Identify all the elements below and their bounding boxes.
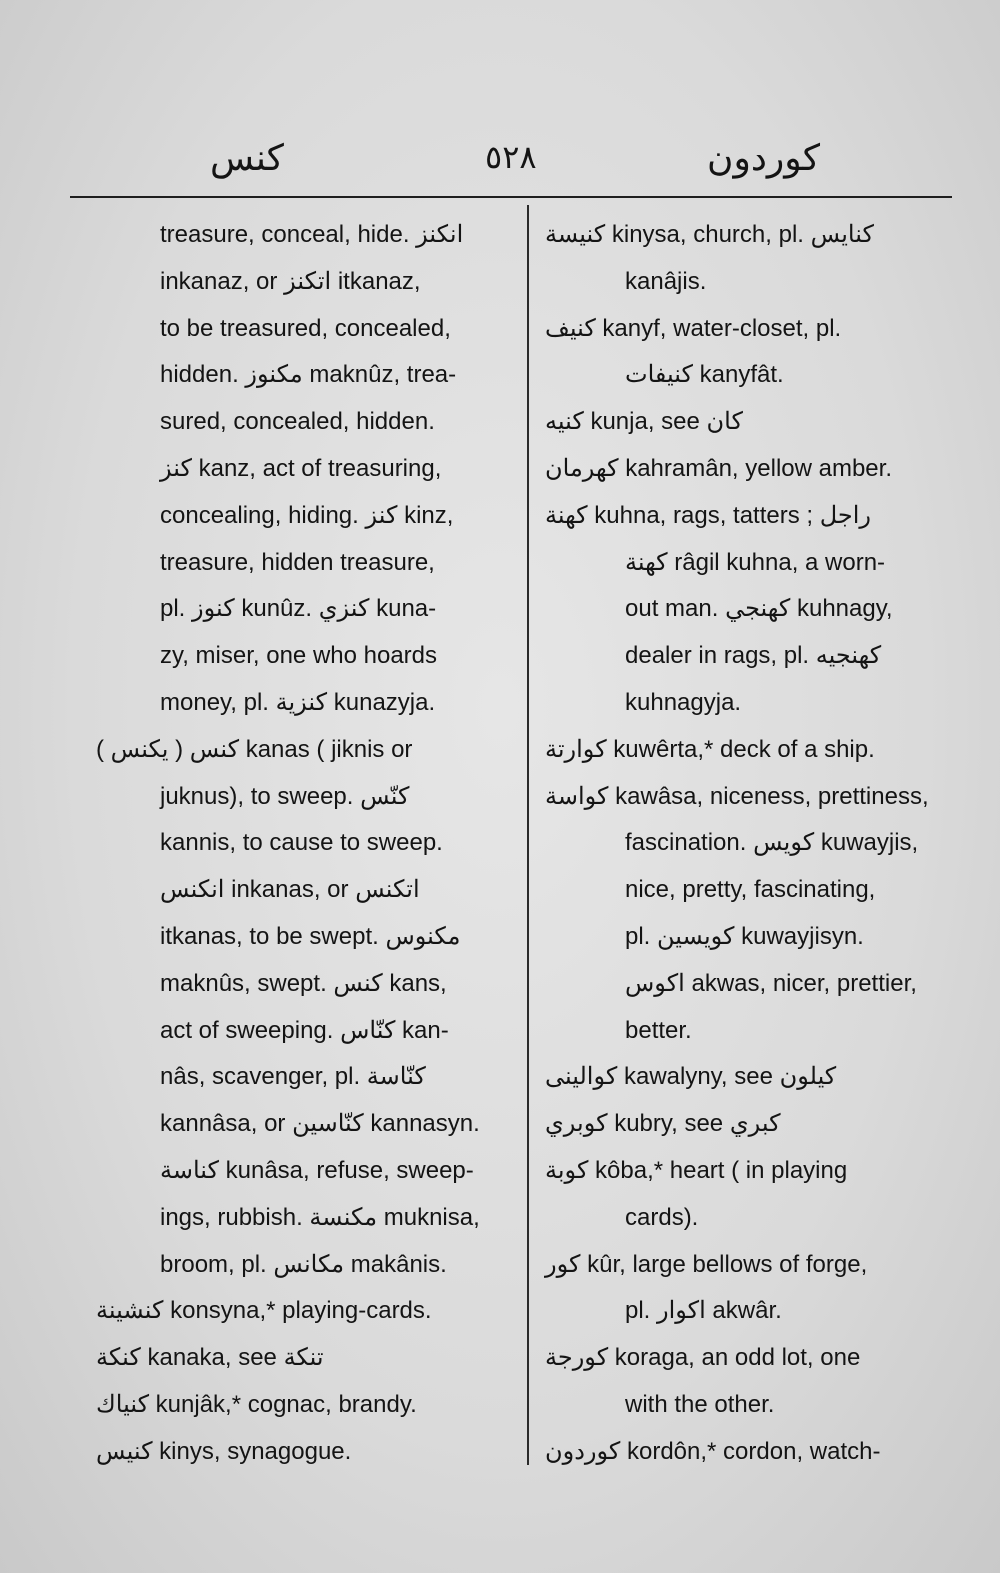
entry-line: كور kûr, large bellows of forge, — [545, 1250, 868, 1278]
text-line: كناسة kunâsa, refuse, sweep- — [160, 1156, 474, 1184]
text-line: cards). — [625, 1203, 699, 1231]
text-line: broom, pl. مكانس makânis. — [160, 1250, 447, 1278]
text-line: money, pl. كنزية kunazyja. — [160, 688, 436, 716]
text-line: انكنس inkanas, or اتكنس — [160, 876, 420, 904]
text-line: zy, miser, one who hoards — [160, 642, 438, 670]
text-line: with the other. — [625, 1390, 775, 1418]
text-line: act of sweeping. كنّاس kan- — [160, 1016, 449, 1044]
entry-line: كواسة kawâsa, niceness, prettiness, — [545, 782, 929, 810]
entry-line: كوارتة kuwêrta,* deck of a ship. — [545, 735, 875, 763]
entry-line: كهنة kuhna, rags, tatters ; راجل — [545, 501, 872, 529]
text-line: better. — [625, 1016, 692, 1044]
text-line: dealer in rags, pl. كهنجيه — [625, 642, 882, 670]
right-column — [545, 212, 975, 1476]
entry-line: كورجة koraga, an odd lot, one — [545, 1344, 861, 1372]
entry-line: كنياك kunjâk,* cognac, brandy. — [96, 1390, 417, 1418]
entry-line: كنيسة kinysa, church, pl. كنايس — [545, 221, 874, 248]
entry-line: كوردون kordôn,* cordon, watch- — [545, 1437, 881, 1465]
text-line: inkanaz, or اتكنز itkanaz, — [160, 267, 421, 295]
text-line: كنز kanz, act of treasuring, — [160, 454, 442, 482]
text-line: كنيفات kanyfât. — [625, 361, 784, 389]
text-line: nice, pretty, fascinating, — [625, 876, 876, 904]
entry-line: كنيف kanyf, water-closet, pl. — [545, 314, 842, 342]
text-line: kannis, to cause to sweep. — [160, 829, 443, 857]
text-line: كهنة râgil kuhna, a worn- — [625, 548, 886, 576]
text-line: pl. كويسين kuwayjisyn. — [625, 922, 864, 950]
entry-line: كنيه kunja, see كان — [545, 408, 743, 436]
entry-line: كوبة kôba,* heart ( in playing — [545, 1156, 848, 1184]
text-line: kuhnagyja. — [625, 688, 742, 716]
entry-line: كنس ( يكنس ) kanas ( jiknis or — [96, 735, 413, 763]
text-line: sured, concealed, hidden. — [160, 408, 435, 436]
entry-line: كوبري kubry, see كبري — [545, 1110, 781, 1138]
text-line: fascination. كويس kuwayjis, — [625, 829, 919, 857]
header-left-catchword: كنس — [210, 138, 284, 179]
text-line: ings, rubbish. مكنسة muknisa, — [160, 1203, 480, 1231]
text-line: concealing, hiding. كنز kinz, — [160, 501, 454, 529]
entry-line: كنشينة konsyna,* playing-cards. — [96, 1297, 432, 1325]
text-line: treasure, conceal, hide. انكنز — [160, 221, 464, 248]
entry-line: كهرمان kahramân, yellow amber. — [545, 454, 892, 482]
page-number: ٥٢٨ — [485, 138, 537, 176]
text-line: itkanas, to be swept. مكنوس — [160, 922, 461, 950]
entry-line: كنكة kanaka, see تنكة — [96, 1344, 324, 1372]
text-line: kannâsa, or كنّاسين kannasyn. — [160, 1110, 480, 1138]
entry-line: كنيس kinys, synagogue. — [96, 1437, 352, 1465]
text-line: pl. كنوز kunûz. كنزي kuna- — [160, 595, 437, 623]
text-line: out man. كهنجي kuhnagy, — [625, 595, 893, 623]
text-line: maknûs, swept. كنس kans, — [160, 969, 447, 997]
header-rule — [70, 196, 952, 198]
text-line: nâs, scavenger, pl. كنّاسة — [160, 1063, 426, 1091]
page-header — [70, 128, 950, 188]
text-line: to be treasured, concealed, — [160, 314, 451, 342]
entry-line: كوالينى kawalyny, see كيلون — [545, 1063, 837, 1091]
text-line: juknus), to sweep. كنّس — [160, 782, 410, 810]
text-line: pl. اكوار akwâr. — [625, 1297, 782, 1325]
text-line: hidden. مكنوز maknûz, trea- — [160, 361, 457, 389]
header-right-catchword: كوردون — [707, 138, 820, 179]
left-column — [96, 212, 516, 1476]
text-line: kanâjis. — [625, 267, 707, 295]
text-line: اكوس akwas, nicer, prettier, — [625, 969, 917, 997]
column-divider — [527, 205, 529, 1465]
text-line: treasure, hidden treasure, — [160, 548, 435, 576]
